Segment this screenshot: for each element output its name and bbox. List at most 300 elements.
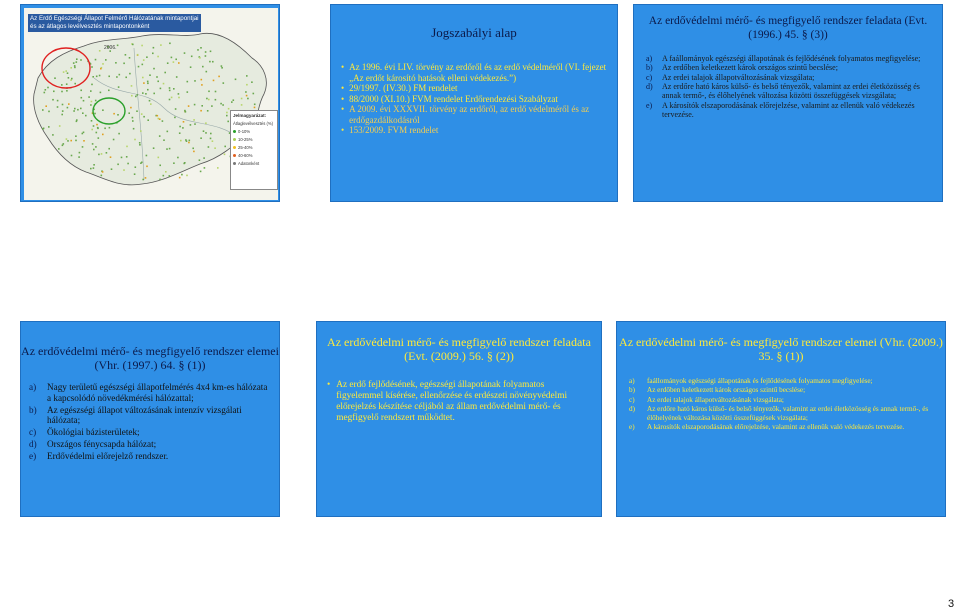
sample-point <box>231 101 233 103</box>
sample-point <box>108 148 110 150</box>
slide-elements-1997 <box>20 321 280 517</box>
sample-point <box>187 91 189 93</box>
sample-point <box>149 74 151 76</box>
sample-point <box>253 93 255 95</box>
map-year: 2006. <box>104 45 117 51</box>
sample-point <box>102 171 104 173</box>
map-title-line-2: és az átlagos levélvesztés mintapontonként <box>30 22 150 30</box>
sample-point <box>117 45 119 47</box>
element-item <box>29 439 273 450</box>
sample-point <box>80 108 82 110</box>
sample-point <box>159 179 161 181</box>
sample-point <box>113 113 115 115</box>
sample-point <box>165 171 167 173</box>
sample-point <box>211 105 213 107</box>
sample-point <box>143 116 145 118</box>
sample-point <box>201 79 203 81</box>
sample-point <box>152 53 154 55</box>
sample-point <box>71 155 73 157</box>
sample-point <box>143 59 145 61</box>
sample-point <box>147 89 149 91</box>
sample-point <box>178 62 180 64</box>
sample-point <box>92 143 94 145</box>
legal-item <box>341 104 609 125</box>
sample-point <box>96 132 98 134</box>
sample-point <box>171 57 173 59</box>
sample-point <box>99 75 101 77</box>
sample-point <box>153 68 155 70</box>
element-item <box>629 377 937 385</box>
sample-point <box>212 61 214 63</box>
slide-tasks-1996 <box>633 4 943 202</box>
item-text: Az erdő fejlődésének, egészségi állapotának folyamatos figyelemmel kísérése, ellenőrzése és erdészeti növényvédelmi előrejelzés készítése céljából az állam erdővédelmi mérő- és megfigyelő rendszert működtet. <box>336 380 568 423</box>
sample-point <box>101 175 103 177</box>
sample-point <box>145 93 147 95</box>
sample-point <box>200 171 202 173</box>
sample-point <box>194 80 196 82</box>
legal-item-text: 153/2009. FVM rendelet <box>349 125 439 136</box>
bullet-icon: • <box>327 380 331 390</box>
slide-title: Az erdővédelmi mérő- és megfigyelő rendszer elemei (Vhr. (2009.) 35. § (1)) <box>619 335 943 364</box>
sample-point <box>184 52 186 54</box>
legend-dot-icon <box>233 138 236 141</box>
map-title <box>28 14 201 32</box>
sample-point <box>90 104 92 106</box>
sample-point <box>58 148 60 150</box>
sample-point <box>61 114 63 116</box>
legend-dot-icon <box>233 146 236 149</box>
sample-point <box>75 135 77 137</box>
sample-point <box>224 146 226 148</box>
sample-point <box>82 146 84 148</box>
sample-point <box>110 156 112 158</box>
item-text: faállományok egészségi állapotának és fejlődésének folyamatos megfigyelése; <box>647 377 873 385</box>
sample-point <box>83 140 85 142</box>
legend-row <box>233 153 275 158</box>
sample-point <box>113 139 115 141</box>
sample-point <box>254 104 256 106</box>
sample-point <box>171 97 173 99</box>
legend-label: 25-40% <box>238 145 253 150</box>
sample-point <box>139 144 141 146</box>
item-text: A károsítók elszaporodásának előrejelzése, valamint az ellenük való védekezés tervezése. <box>662 100 915 120</box>
item-label: b) <box>29 404 37 415</box>
legal-item-text: A 2009. évi XXXVII. törvény az erdőről, az erdő védelméről és az erdőgazdálkodásról <box>349 104 590 125</box>
element-item <box>29 451 273 462</box>
sample-point <box>96 76 98 78</box>
bullet-icon: • <box>341 62 345 72</box>
item-label: a) <box>646 54 653 63</box>
sample-point <box>186 140 188 142</box>
sample-point <box>80 90 82 92</box>
task-item <box>327 380 593 424</box>
page-number: 3 <box>948 598 955 610</box>
item-text: Nagy területű egészségi állapotfelmérés 4x4 km-es hálózata a kapcsolódó növedékmérési hálózattal; <box>47 382 268 403</box>
sample-point <box>158 118 160 120</box>
sample-point <box>101 153 103 155</box>
sample-point <box>137 54 139 56</box>
sample-point <box>63 71 65 73</box>
item-text: Ökológiai bázisterületek; <box>47 427 140 438</box>
sample-point <box>246 95 248 97</box>
sample-point <box>95 146 97 148</box>
legend-subtitle: Átlaglevélvesztés (%) <box>233 121 274 126</box>
element-item <box>29 405 273 427</box>
sample-point <box>202 66 204 68</box>
item-text: Az erdőben keletkezett károk országos szintű becslése; <box>662 63 838 73</box>
sample-point <box>45 105 47 107</box>
sample-point <box>146 166 148 168</box>
legal-item <box>341 94 609 105</box>
sample-point <box>134 139 136 141</box>
item-text: A faállományok egészségi állapotának és fejlődésének folyamatos megfigyelése; <box>662 54 921 63</box>
sample-point <box>48 126 50 128</box>
sample-point <box>90 168 92 170</box>
map-title-line-1: Az Erdő Egészségi Állapot Felmérő Hálózatának mintapontjai <box>30 15 199 22</box>
sample-point <box>61 91 63 93</box>
sample-point <box>241 104 243 106</box>
bullet-icon: • <box>341 125 345 136</box>
sample-point <box>157 115 159 117</box>
sample-point <box>66 138 68 140</box>
sample-point <box>77 109 79 111</box>
sample-point <box>192 148 194 150</box>
legend-dot-icon <box>233 130 236 133</box>
sample-point <box>212 140 214 142</box>
sample-point <box>138 66 140 68</box>
legend-title: Jelmagyarázat: <box>233 113 267 118</box>
sample-point <box>153 93 155 95</box>
sample-point <box>208 146 210 148</box>
sample-point <box>93 167 95 169</box>
sample-point <box>189 140 191 142</box>
sample-point <box>119 74 121 76</box>
sample-point <box>169 175 171 177</box>
sample-point <box>201 105 203 107</box>
sample-point <box>76 61 78 63</box>
sample-point <box>63 143 65 145</box>
sample-point <box>210 138 212 140</box>
sample-point <box>167 131 169 133</box>
sample-point <box>203 157 205 159</box>
sample-point <box>102 63 104 65</box>
sample-point <box>193 151 195 153</box>
sample-point <box>183 121 185 123</box>
sample-point <box>169 148 171 150</box>
item-text: Országos fénycsapda hálózat; <box>47 438 157 449</box>
sample-point <box>221 67 223 69</box>
sample-point <box>217 167 219 169</box>
sample-point <box>169 43 171 45</box>
sample-point <box>102 109 104 111</box>
sample-point <box>206 71 208 73</box>
sample-point <box>140 130 142 132</box>
sample-point <box>109 127 111 129</box>
sample-point <box>129 73 131 75</box>
sample-point <box>149 100 151 102</box>
legend-dot-icon <box>233 154 236 157</box>
sample-point <box>218 76 220 78</box>
legend-label: Adatonként <box>238 161 260 166</box>
item-text: Az egészségi állapot változásának intenzív vizsgálati hálózata; <box>47 404 242 426</box>
sample-point <box>131 85 133 87</box>
sample-point <box>65 70 67 72</box>
sample-point <box>62 145 64 147</box>
sample-point <box>169 90 171 92</box>
sample-point <box>100 68 102 70</box>
sample-point <box>221 65 223 67</box>
sample-point <box>179 132 181 134</box>
item-text: A károsítók elszaporodásának előrejelzése, valamint az ellenük való védekezés tervezése. <box>647 423 905 432</box>
sample-point <box>199 159 201 161</box>
sample-point <box>80 59 82 61</box>
sample-point <box>79 152 81 154</box>
element-item <box>29 427 273 438</box>
sample-point <box>203 130 205 132</box>
task-item <box>646 82 934 101</box>
sample-point <box>246 75 248 77</box>
tasks-2009-list <box>327 380 593 424</box>
item-label: c) <box>646 72 653 82</box>
item-text: Az erdőben keletkezett károk országos szintű becslése; <box>647 386 806 395</box>
item-label: e) <box>29 450 37 461</box>
sample-point <box>145 177 147 179</box>
sample-point <box>128 112 130 114</box>
sample-point <box>141 45 143 47</box>
sample-point <box>207 110 209 112</box>
sample-point <box>57 106 59 108</box>
sample-point <box>158 157 160 159</box>
sample-point <box>205 132 207 134</box>
sample-point <box>147 119 149 121</box>
sample-point <box>181 174 183 176</box>
sample-point <box>167 62 169 64</box>
sample-point <box>169 99 171 101</box>
legal-item-text: 29/1997. (IV.30.) FM rendelet <box>349 83 458 94</box>
sample-point <box>173 162 175 164</box>
sample-point <box>185 111 187 113</box>
slide-title: Jogszabályi alap <box>431 25 517 40</box>
sample-point <box>163 83 165 85</box>
sample-point <box>67 72 69 74</box>
legend-row <box>233 145 275 150</box>
sample-point <box>70 140 72 142</box>
sample-point <box>213 80 215 82</box>
sample-point <box>247 98 249 100</box>
sample-point <box>142 92 144 94</box>
sample-point <box>163 139 165 141</box>
sample-point <box>67 107 69 109</box>
sample-point <box>139 142 141 144</box>
sample-point <box>68 77 70 79</box>
sample-point <box>246 84 248 86</box>
sample-point <box>108 90 110 92</box>
sample-point <box>104 128 106 130</box>
sample-point <box>173 61 175 63</box>
sample-point <box>194 123 196 125</box>
sample-point <box>129 57 131 59</box>
sample-point <box>74 65 76 67</box>
sample-point <box>66 83 68 85</box>
sample-point <box>105 59 107 61</box>
sample-point <box>197 49 199 51</box>
sample-point <box>200 137 202 139</box>
slide-tasks-2009 <box>316 321 602 517</box>
sample-point <box>127 163 129 165</box>
sample-point <box>88 96 90 98</box>
sample-point <box>93 125 95 127</box>
element-item <box>629 396 937 404</box>
sample-point <box>102 134 104 136</box>
task-item <box>646 63 934 72</box>
sample-point <box>93 149 95 151</box>
sample-point <box>201 84 203 86</box>
sample-point <box>52 134 54 136</box>
sample-point <box>82 112 84 114</box>
sample-point <box>163 175 165 177</box>
sample-point <box>159 135 161 137</box>
sample-point <box>209 61 211 63</box>
sample-point <box>106 152 108 154</box>
sample-point <box>214 147 216 149</box>
sample-point <box>62 110 64 112</box>
sample-point <box>95 59 97 61</box>
sample-point <box>62 104 64 106</box>
sample-point <box>147 83 149 85</box>
sample-point <box>133 128 135 130</box>
sample-point <box>137 94 139 96</box>
sample-point <box>175 108 177 110</box>
item-label: e) <box>646 100 653 110</box>
legal-item <box>341 125 609 136</box>
task-item <box>646 54 934 63</box>
item-text: Erdővédelmi előrejelző rendszer. <box>47 450 169 461</box>
item-label: c) <box>629 395 635 404</box>
sample-point <box>131 95 133 97</box>
item-label: e) <box>629 423 635 432</box>
legend-row <box>233 161 275 166</box>
sample-point <box>215 99 217 101</box>
sample-point <box>116 76 118 78</box>
item-label: b) <box>646 63 653 73</box>
sample-point <box>223 82 225 84</box>
sample-point <box>173 88 175 90</box>
sample-point <box>98 154 100 156</box>
sample-point <box>179 177 181 179</box>
sample-point <box>93 164 95 166</box>
sample-point <box>100 92 102 94</box>
sample-point <box>91 66 93 68</box>
sample-point <box>126 146 128 148</box>
sample-point <box>66 90 68 92</box>
sample-point <box>235 79 237 81</box>
sample-point <box>136 110 138 112</box>
sample-point <box>74 108 76 110</box>
item-label: d) <box>629 405 635 414</box>
sample-point <box>245 91 247 93</box>
sample-point <box>83 132 85 134</box>
sample-point <box>52 99 54 101</box>
sample-point <box>135 96 137 98</box>
sample-point <box>81 97 83 99</box>
sample-point <box>43 128 45 130</box>
sample-point <box>208 99 210 101</box>
sample-point <box>157 81 159 83</box>
sample-point <box>190 66 192 68</box>
sample-point <box>162 120 164 122</box>
sample-point <box>179 126 181 128</box>
sample-point <box>96 124 98 126</box>
sample-point <box>130 107 132 109</box>
sample-point <box>146 155 148 157</box>
sample-point <box>160 88 162 90</box>
sample-point <box>208 91 210 93</box>
sample-point <box>164 72 166 74</box>
sample-point <box>123 169 125 171</box>
sample-point <box>47 87 49 89</box>
sample-point <box>166 148 168 150</box>
slide-title: Az erdővédelmi mérő- és megfigyelő rendszer feladata (Evt. (2009.) 56. § (2)) <box>327 335 591 364</box>
sample-point <box>125 77 127 79</box>
sample-point <box>134 173 136 175</box>
sample-point <box>123 63 125 65</box>
sample-point <box>61 84 63 86</box>
bullet-icon: • <box>341 83 345 94</box>
sample-point <box>159 118 161 120</box>
task-item <box>646 101 934 120</box>
sample-point <box>90 90 92 92</box>
sample-point <box>121 157 123 159</box>
sample-point <box>141 162 143 164</box>
sample-point <box>200 110 202 112</box>
sample-point <box>57 100 59 102</box>
sample-point <box>180 140 182 142</box>
sample-point <box>153 47 155 49</box>
slide-title: Az erdővédelmi mérő- és megfigyelő rendszer feladata (Evt. (1996.) 45. § (3)) <box>648 15 928 41</box>
slide-map <box>20 4 280 202</box>
sample-point <box>132 120 134 122</box>
sample-point <box>205 55 207 57</box>
sample-point <box>76 58 78 60</box>
item-text: Az erdei talajok állapotváltozásának vizsgálata; <box>662 72 815 82</box>
sample-point <box>73 62 75 64</box>
sample-point <box>74 67 76 69</box>
sample-point <box>91 129 93 131</box>
sample-point <box>67 140 69 142</box>
legal-item <box>341 62 609 83</box>
sample-point <box>74 83 76 85</box>
legend-dot-icon <box>233 162 236 165</box>
legal-item-text: Az 1996. évi LIV. törvény az erdőről és az erdő védelméről (VI. fejezet „Az erdőt károsító hatások elleni védekezés.”) <box>349 62 607 83</box>
sample-point <box>42 109 44 111</box>
element-item <box>629 386 937 394</box>
sample-point <box>226 115 228 117</box>
sample-point <box>117 114 119 116</box>
sample-point <box>233 99 235 101</box>
slide-title: Az erdővédelmi mérő- és megfigyelő rendszer elemei (Vhr. (1997.) 64. § (1)) <box>21 344 279 373</box>
sample-point <box>143 82 145 84</box>
legend-row <box>233 137 275 142</box>
sample-point <box>182 127 184 129</box>
sample-point <box>175 59 177 61</box>
sample-point <box>153 147 155 149</box>
sample-point <box>222 104 224 106</box>
sample-point <box>142 64 144 66</box>
sample-point <box>59 125 61 127</box>
sample-point <box>94 113 96 115</box>
sample-point <box>118 86 120 88</box>
sample-point <box>227 121 229 123</box>
